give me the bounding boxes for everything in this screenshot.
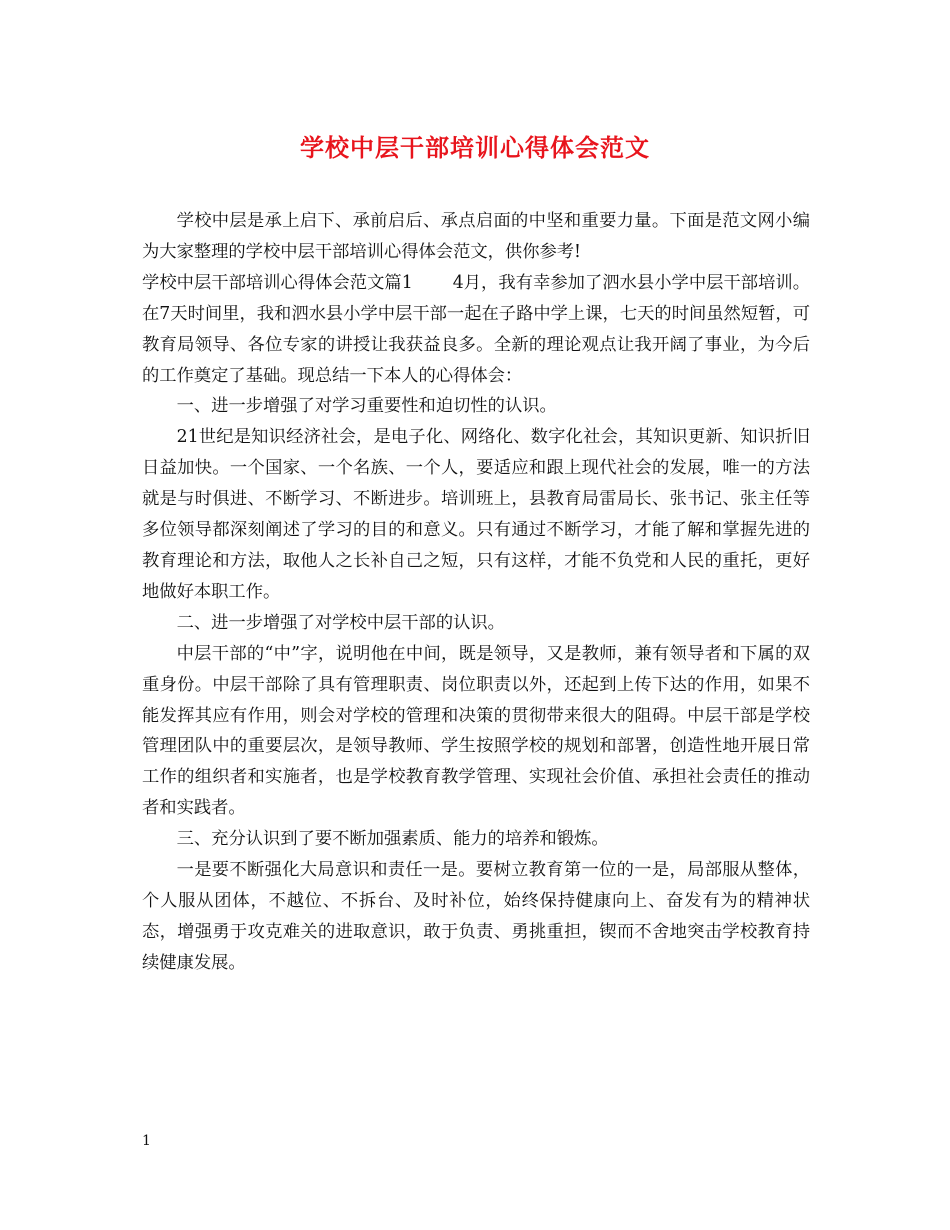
paragraph-middle-cadre: 中层干部的“中”字，说明他在中间，既是领导，又是教师，兼有领导者和下属的双重身份。中层干部除了具有管理职责、岗位职责以外，还起到上传下达的作用，如果不能发挥其应有作用，则会对学校的管理和决策的贯彻带来很大的阻碍。中层干部是学校管理团队中的重要层次，是领导教师、学生按照学校的规划和部署，创造性地开展日常工作的组织者和实施者，也是学校教育教学管理、实现社会价值、承担社会责任的推动者和实践者。 [142, 643, 810, 819]
chapter-text: 4月，我有幸参加了泗水县小学中层干部培训。在7天时间里，我和泗水县小学中层干部一起在子路中学上课，七天的时间虽然短暂，可教育局领导、各位专家的讲授让我获益良多。全新的理论观点让我开阔了事业，为今后的工作奠定了基础。现总结一下本人的心得体会： [142, 272, 811, 386]
section-heading-3: 三、充分认识到了要不断加强素质、能力的培养和锻炼。 [176, 829, 609, 850]
paragraph-awareness: 一是要不断强化大局意识和责任一是。要树立教育第一位的一是，局部服从整体，个人服从团体，不越位、不拆台、及时补位，始终保持健康向上、奋发有为的精神状态，增强勇于攻克难关的进取意识，敢于负责、勇挑重担，锲而不舍地突击学校教育持续健康发展。 [142, 860, 810, 973]
paragraph-intro: 学校中层是承上启下、承前启后、承点启面的中坚和重要力量。下面是范文网小编为大家整理的学校中层干部培训心得体会范文，供你参考! [142, 211, 810, 262]
document-body [142, 206, 810, 979]
chapter-heading: 学校中层干部培训心得体会范文篇1 [142, 272, 413, 293]
document-title: 学校中层干部培训心得体会范文 [300, 134, 650, 162]
page-number: 1 [142, 1133, 151, 1149]
paragraph-learning: 21世纪是知识经济社会，是电子化、网络化、数字化社会，其知识更新、知识折旧日益加快。一个国家、一个名族、一个人，要适应和跟上现代社会的发展，唯一的方法就是与时俱进、不断学习、不断进步。培训班上，县教育局雷局长、张书记、张主任等多位领导都深刻阐述了学习的目的和意义。只有通过不断学习，才能了解和掌握先进的教育理论和方法，取他人之长补自己之短，只有这样，才能不负党和人民的重托，更好地做好本职工作。 [142, 427, 810, 602]
section-heading-2: 二、进一步增强了对学校中层干部的认识。 [176, 612, 505, 633]
section-heading-1: 一、进一步增强了对学习重要性和迫切性的认识。 [176, 396, 557, 417]
paragraph-chapter-1 [142, 268, 810, 392]
